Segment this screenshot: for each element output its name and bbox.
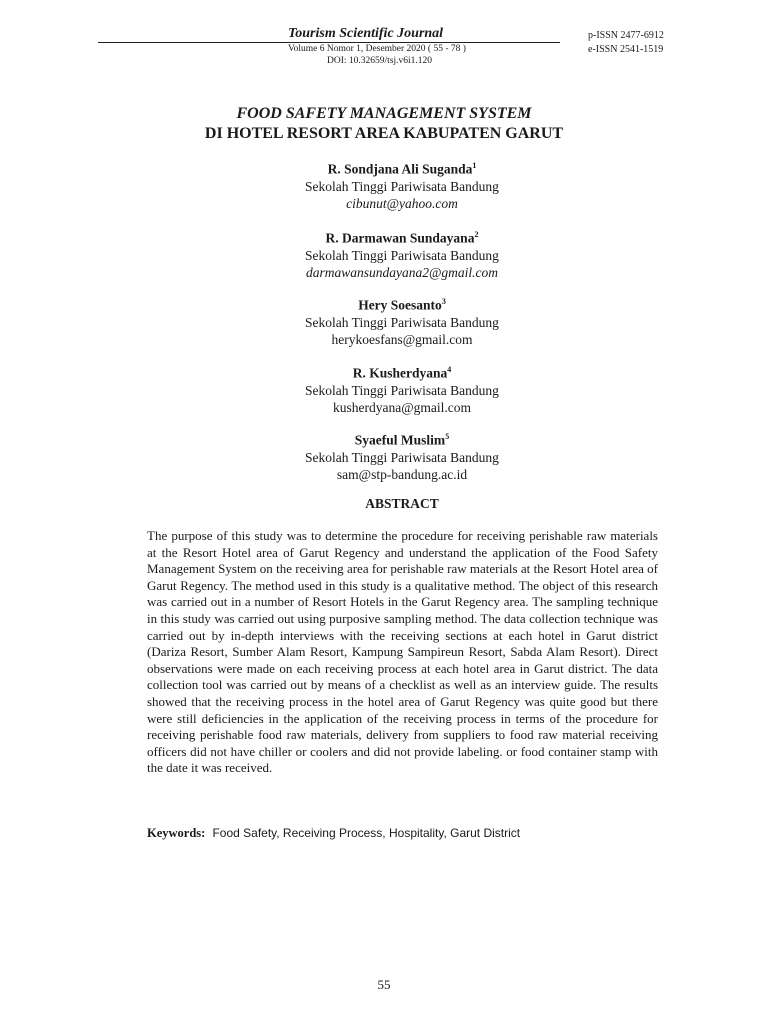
abstract-text: The purpose of this study was to determine the procedure for receiving perishable raw materials at the Resort Hotel area of Garut Regency and understand the application of the Food Safety Management System on the receiving area for perishable raw materials at the Resort Hotel area of Garut Regency. The method used in this study is a qualitative method. The object of this research was carried out in a number of Resort Hotels in the Garut Regency area. The sampling technique in this study was carried out using purposive sampling method. The data collection technique was carried out by in-depth interviews with the receiving sections at each hotel in Garut district (Dariza Resort, Sumber Alam Resort, Kampung Sampireun Resort, Sabda Alam Resort). Direct observations were made on each receiving process at each hotel area in Garut district. The data collection tool was carried out by means of a checklist as well as an interview guide. The results showed that the receiving process in the hotel area of Garut Regency was quite good but there were still deficiencies in the application of the receiving process in terms of the procedure for receiving perishable food raw materials, delivery from suppliers to food raw material receiving officers did not have chiller or coolers and did not provide labeling. or food container stamp with the date it was received. — [147, 528, 658, 776]
doi-link[interactable]: DOI: 10.32659/tsj.v6i1.120 — [327, 56, 433, 66]
volume-info: Volume 6 Nomor 1, Desember 2020 ( 55 - 78 ) — [288, 44, 466, 54]
author-affiliation: Sekolah Tinggi Pariwisata Bandung — [305, 247, 499, 263]
author-affiliation: Sekolah Tinggi Pariwisata Bandung — [305, 314, 499, 330]
author-block — [0, 226, 768, 281]
keywords-value: Food Safety, Receiving Process, Hospitality, Garut District — [212, 826, 521, 840]
title-line-2: DI HOTEL RESORT AREA KABUPATEN GARUT — [204, 125, 564, 142]
title-line-1: FOOD SAFETY MANAGEMENT SYSTEM — [236, 105, 532, 122]
header-divider — [98, 42, 560, 43]
author-email[interactable]: cibunut@yahoo.com — [346, 195, 458, 211]
author-name: R. Sondjana Ali Suganda$^1$ — [327, 161, 477, 177]
author-affiliation: Sekolah Tinggi Pariwisata Bandung — [305, 382, 499, 398]
author-name: R. Kusherdyana$^4$ — [352, 365, 452, 381]
keywords-line — [147, 826, 667, 841]
author-name: R. Darmawan Sundayana$^2$ — [325, 230, 479, 246]
page-number: 55 — [377, 977, 391, 992]
e-issn: e-ISSN 2541-1519 — [588, 44, 664, 55]
author-block — [0, 157, 768, 212]
journal-title: Tourism Scientific Journal — [288, 26, 444, 41]
author-email[interactable]: sam@stp-bandung.ac.id — [336, 466, 468, 482]
paper-title — [0, 104, 768, 144]
author-block — [0, 428, 768, 483]
author-email[interactable]: darmawansundayana2@gmail.com — [305, 264, 499, 280]
author-block — [0, 293, 768, 348]
abstract-heading: ABSTRACT — [365, 496, 439, 511]
author-email[interactable]: herykoesfans@gmail.com — [331, 331, 473, 347]
p-issn: p-ISSN 2477-6912 — [588, 30, 664, 41]
author-affiliation: Sekolah Tinggi Pariwisata Bandung — [305, 178, 499, 194]
author-block — [0, 361, 768, 416]
author-affiliation: Sekolah Tinggi Pariwisata Bandung — [305, 449, 499, 465]
author-email[interactable]: kusherdyana@gmail.com — [332, 399, 472, 415]
author-name: Hery Soesanto$^3$ — [358, 297, 446, 313]
keywords-label: Keywords: — [147, 826, 206, 840]
author-name: Syaeful Muslim$^5$ — [354, 432, 450, 448]
